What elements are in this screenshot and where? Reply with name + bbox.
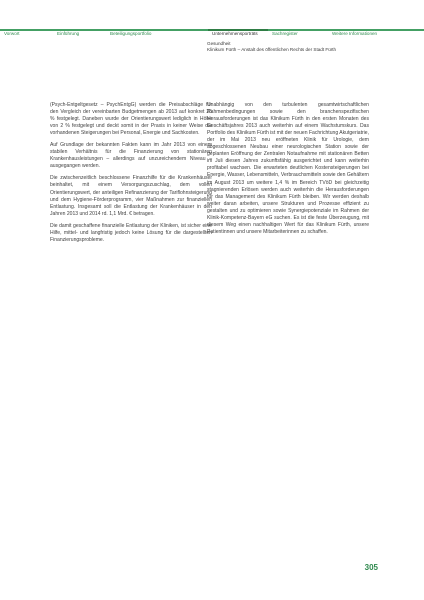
- nav-item-label: Beteiligungsportfolio: [110, 31, 152, 36]
- nav-item-unternehmensportraets[interactable]: [208, 29, 268, 38]
- nav-bar: [0, 29, 53, 31]
- paragraph: (Psych-Entgeltgesetz – PsychEntgG) werden die Preisabschläge für den Vergleich der vereinbarten Budgetmengen ab 2013 auf konkret 25 % festgelegt. Daneben wurde der Orientierungswert lediglich in Höhe von 2 % festgelegt und deckt somit in der Praxis in keiner Weise die vorhandenen Steigerungen bei Personal, Energie und Sachkosten.: [50, 102, 212, 137]
- left-text-column: [50, 102, 212, 249]
- section-navigation: [0, 29, 424, 38]
- nav-item-beteiligungsportfolio[interactable]: [106, 29, 208, 38]
- nav-item-label: Vorwort: [4, 31, 20, 36]
- running-header: [207, 41, 336, 54]
- nav-item-label: Unternehmensporträts: [212, 31, 258, 36]
- header-company: Klinikum Fürth – Anstalt des öffentlichen Rechts der Stadt Fürth: [207, 47, 337, 53]
- nav-bar: [328, 29, 424, 31]
- right-text-column: [207, 102, 369, 241]
- nav-item-weitere-informationen[interactable]: [328, 29, 424, 38]
- nav-item-label: Sachregister: [272, 31, 298, 36]
- nav-bar: [53, 29, 106, 31]
- nav-bar: [208, 29, 268, 31]
- page-number: 305: [364, 563, 378, 572]
- paragraph: Die damit geschaffene finanzielle Entlastung der Kliniken, ist sicher eine Hilfe, mittel- und langfristig jedoch keine Lösung für die dargestellten Finanzierungsprobleme.: [50, 222, 212, 243]
- header-category: Gesundheit: [207, 41, 231, 46]
- nav-item-label: Weitere Informationen: [332, 31, 378, 36]
- paragraph: Unabhängig von den turbulenten gesamtwirtschaftlichen Rahmenbedingungen sowie den branchenspezifischen Herausforderungen ist das Klinikum Fürth in den ersten Monaten des Geschäftsjahres 2013 auch weiterhin auf einem Wachstumskurs. Das Portfolio des Klinikum Fürth ist mit der neuen Fachrichtung Akutgeriatrie, der im Mai 2013 neu eröffneten Klinik für Urologie, dem abgeschlossenen Neubau einer neurologischen Station sowie der geplanten Eröffnung der Zentralen Notaufnahme mit stationären Betten im Juli diesen Jahres zukunftsfähig ausgerichtet und kann weiterhin profitabel wachsen. Die erwarteten deutlichen Kostensteigerungen bei Energie, Wasser, Lebensmitteln, Verbrauchsmitteln sowie den Gehältern im August 2013 um weitere 1,4 % im Bereich TVöD bei gleichzeitig stagnierenden Erlösen werden auch weiterhin die Herausforderungen für das Management des Klinikum Fürth bleiben. Wir werden deshalb weiter daran arbeiten, unsere Strukturen und Prozesse effizient zu gestalten und zu optimieren sowie Synergiepotenziale im Rahmen der Klinik-Kompetenz-Bayern eG suchen. Es ist die feste Überzeugung, mit diesem Weg einen nachhaltigen Wert für das Klinikum Fürth, unsere Patientinnen und unsere Mitarbeiterinnen zu schaffen.: [207, 102, 369, 235]
- nav-item-vorwort[interactable]: [0, 29, 53, 38]
- nav-bar: [268, 29, 328, 31]
- paragraph: Die zwischenzeitlich beschlossene Finanzhilfe für die Krankenhäuser beinhaltet, mit einem Versorgungszuschlag, dem vollen Orientierungswert, der anteiligen Refinanzierung der Tariflohnsteigerung und dem Hygiene-Förderprogramm, vier Maßnahmen zur finanziellen Entlastung. Insgesamt soll die Entlastung der Krankenhäuser in den Jahren 2013 und 2014 rd. 1,1 Mrd. € betragen.: [50, 175, 212, 217]
- nav-item-label: Einführung: [57, 31, 80, 36]
- nav-item-sachregister[interactable]: [268, 29, 328, 38]
- paragraph: Auf Grundlage der bekannten Fakten kann im Jahr 2013 von einem stabilen Verhältnis für die Finanzierung von stationären Krankenhausleistungen – allerdings auf unzureichendem Niveau – ausgegangen werden.: [50, 142, 212, 170]
- nav-bar: [106, 29, 208, 31]
- nav-item-einfuehrung[interactable]: [53, 29, 106, 38]
